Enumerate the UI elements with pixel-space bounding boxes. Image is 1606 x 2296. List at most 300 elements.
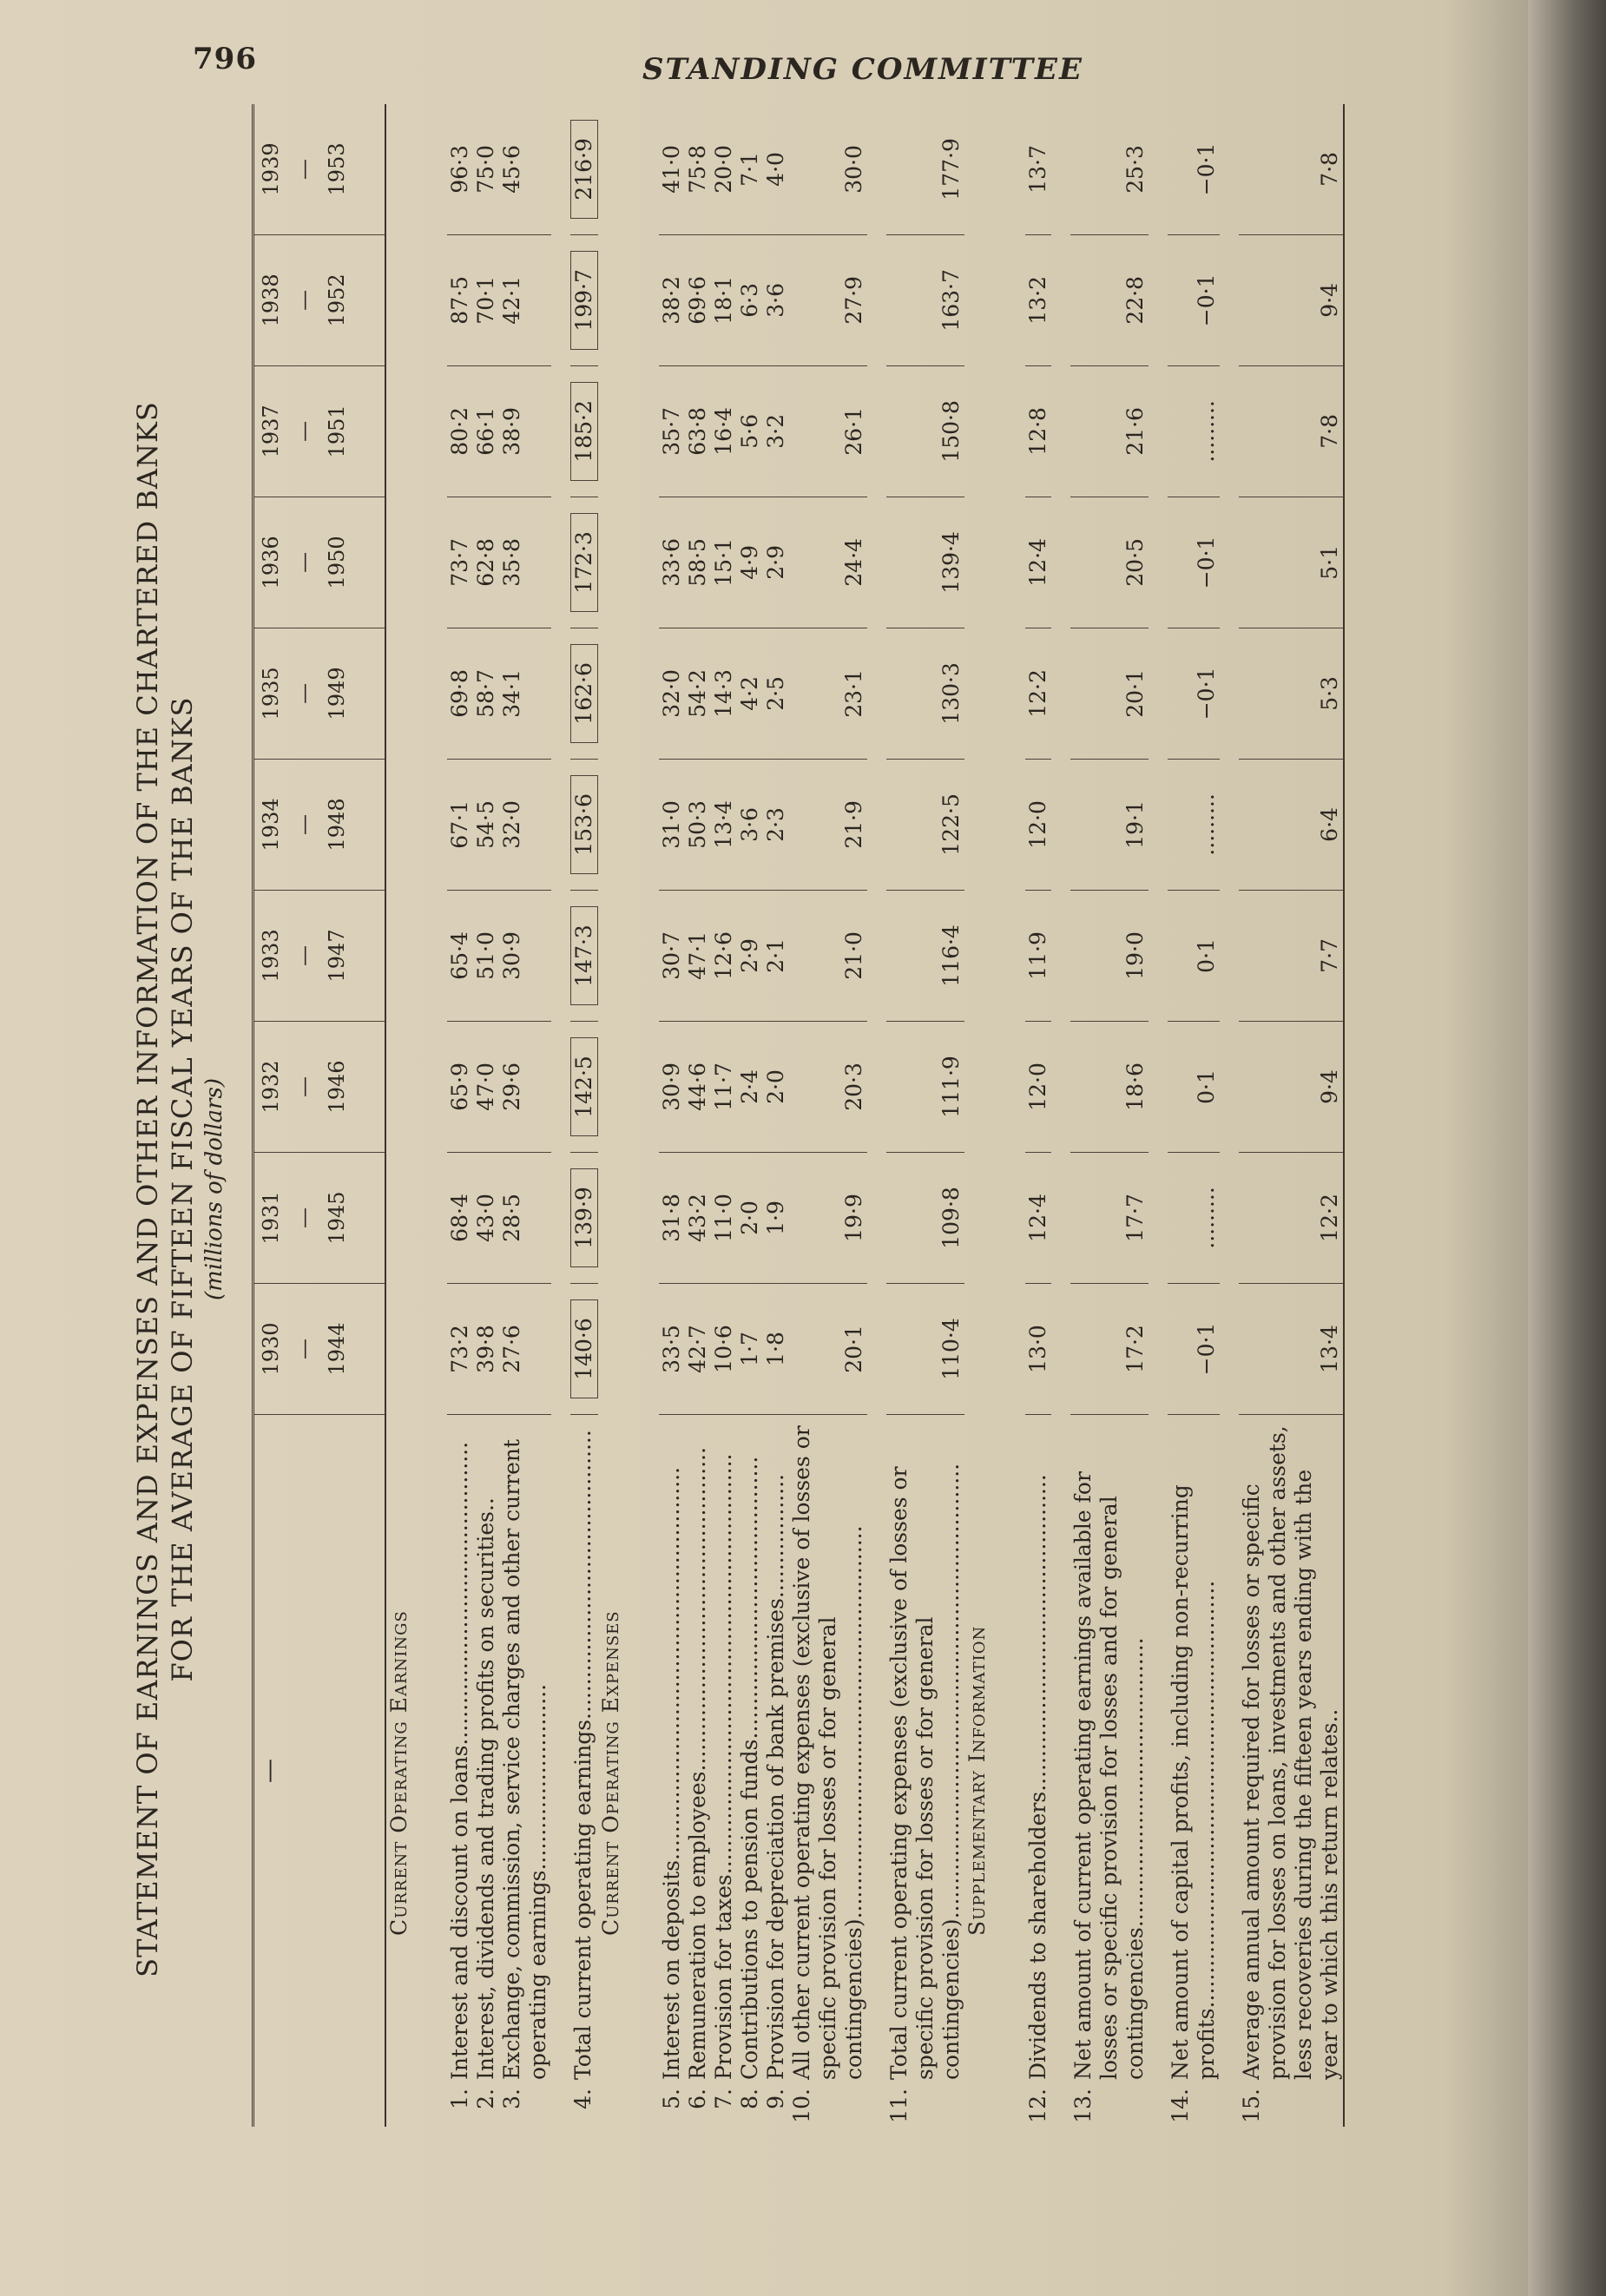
cell-value: 110·4 [938, 1318, 964, 1380]
cell-value: 25·3 [1122, 145, 1148, 194]
cell-value: 67·1 [447, 800, 472, 849]
row-label [737, 1415, 763, 2128]
cell-value: 12·2 [1025, 669, 1050, 718]
cell-value: 35·7 [659, 407, 684, 456]
cell-value: 12·0 [1025, 1062, 1050, 1111]
cell-value: 162·6 [570, 644, 598, 743]
cell-value: 1·9 [763, 1201, 788, 1235]
cell-value: 111·9 [938, 1056, 964, 1118]
value-cell [447, 1152, 473, 1283]
value-cell [447, 497, 473, 628]
value-cell [473, 1152, 499, 1283]
value-cell [789, 759, 867, 890]
cell-value: 18·6 [1122, 1062, 1148, 1111]
cell-value: 70·1 [473, 276, 498, 325]
value-cell [886, 759, 964, 890]
section-supplementary-heading: Supplementary Information [964, 1625, 990, 1936]
cell-value: 19·9 [841, 1194, 866, 1242]
cell-value: 116·4 [938, 924, 964, 987]
period-header: 1930 — 1944 [253, 1283, 386, 1414]
cell-value: 13·0 [1025, 1325, 1050, 1373]
value-cell [685, 1152, 711, 1283]
value-cell [763, 104, 789, 234]
cell-value: 12·6 [711, 931, 736, 980]
cell-value: 21·9 [841, 800, 866, 849]
row-number: 2. [473, 2089, 498, 2109]
value-cell [570, 365, 598, 497]
value-cell [886, 497, 964, 628]
cell-value: 147·3 [570, 906, 598, 1005]
cell-value: 44·6 [685, 1062, 710, 1111]
value-cell [711, 234, 737, 365]
table-row [737, 104, 763, 2127]
units-subtitle: (millions of dollars) [201, 1078, 227, 1300]
running-head: STANDING COMMITTEE [642, 52, 1083, 87]
cell-value: 24·4 [841, 538, 866, 587]
value-cell [737, 234, 763, 365]
row-label-text: Average annual amount required for losses or specific provision for losses on loans, investments and other assets, less recoveries during the fifteen years ending with the year to which this return relates.. [1239, 1425, 1342, 2080]
value-cell [711, 365, 737, 497]
cell-value: 19·0 [1122, 931, 1148, 980]
value-cell [789, 1152, 867, 1283]
cell-value: 39·8 [473, 1325, 498, 1373]
value-cell [570, 890, 598, 1021]
cell-value: 4·9 [737, 545, 762, 580]
row-number: 11. [886, 2089, 912, 2123]
value-cell [1168, 759, 1220, 890]
value-cell [499, 365, 551, 497]
value-cell [763, 890, 789, 1021]
cell-value: 109·8 [938, 1187, 964, 1249]
cell-value: 87·5 [447, 276, 472, 325]
cell-value: 63·8 [685, 407, 710, 456]
value-cell [886, 365, 964, 497]
value-cell [499, 759, 551, 890]
value-cell [570, 628, 598, 759]
value-cell [473, 1021, 499, 1152]
value-cell [737, 628, 763, 759]
cell-value: 15·1 [711, 538, 736, 587]
row-number: 3. [499, 2089, 524, 2109]
row-label-text: Interest, dividends and trading profits on securities.. [473, 1497, 498, 2080]
value-cell [570, 104, 598, 234]
value-cell [447, 890, 473, 1021]
section-expenses-heading: Current Operating Expenses [598, 1610, 623, 1936]
cell-value: 32·0 [659, 669, 684, 718]
cell-value: 54·5 [473, 800, 498, 849]
value-cell [763, 365, 789, 497]
value-cell [659, 1021, 685, 1152]
value-cell [659, 1283, 685, 1414]
cell-value: 96·3 [447, 145, 472, 194]
value-cell [711, 497, 737, 628]
value-cell [1070, 890, 1149, 1021]
value-cell [789, 365, 867, 497]
header-row [253, 104, 386, 2127]
value-cell [1025, 890, 1051, 1021]
earnings-table [252, 104, 1345, 2127]
statement-title [130, 234, 200, 2144]
cell-value: 45·6 [499, 145, 524, 194]
cell-value: 11·0 [711, 1194, 736, 1242]
cell-value: 27·6 [499, 1325, 524, 1373]
value-cell [499, 497, 551, 628]
cell-value: 28·5 [499, 1194, 524, 1242]
cell-value: 26·1 [841, 407, 866, 456]
row-number: 5. [659, 2089, 684, 2109]
rotated-statement [130, 104, 1467, 2144]
cell-value: −0·1 [1194, 667, 1219, 720]
cell-value: 58·7 [473, 669, 498, 718]
cell-value: 6·4 [1317, 807, 1342, 842]
row-label-text: Exchange, commission, service charges and other current operating earnings........................... [499, 1438, 550, 2080]
cell-value: 13·4 [711, 800, 736, 849]
section-header-row [598, 104, 659, 2127]
table-body [385, 104, 1344, 2127]
cell-value: −0·1 [1194, 273, 1219, 327]
cell-value: 41·0 [659, 145, 684, 194]
cell-value: 80·2 [447, 407, 472, 456]
value-cell [711, 1152, 737, 1283]
table-row [499, 104, 551, 2127]
cell-value: 38·2 [659, 276, 684, 325]
cell-value: 7·8 [1317, 152, 1342, 187]
value-cell [447, 365, 473, 497]
value-cell [763, 759, 789, 890]
value-cell [499, 1152, 551, 1283]
value-cell [447, 628, 473, 759]
cell-value: 54·2 [685, 669, 710, 718]
cell-value: 2·9 [763, 545, 788, 580]
value-cell [1168, 234, 1220, 365]
row-label-text: Interest and discount on loans............................................ [447, 1441, 472, 2080]
cell-value: 139·9 [570, 1168, 598, 1267]
value-cell [1239, 234, 1344, 365]
cell-value: −0·1 [1194, 536, 1219, 589]
value-cell [886, 1021, 964, 1152]
cell-value: 4·0 [763, 152, 788, 187]
value-cell [737, 890, 763, 1021]
table-row [1168, 104, 1220, 2127]
cell-value: 68·4 [447, 1194, 472, 1242]
cell-value: 33·5 [659, 1325, 684, 1373]
value-cell [685, 759, 711, 890]
row-label [499, 1415, 551, 2128]
value-cell [789, 104, 867, 234]
title-line-1: STATEMENT OF EARNINGS AND EXPENSES AND OTHER INFORMATION OF THE CHARTERED BANKS [131, 401, 164, 1977]
value-cell [659, 628, 685, 759]
value-cell [473, 759, 499, 890]
stub-header: — [253, 1415, 386, 2128]
cell-value: 13·7 [1025, 145, 1050, 194]
value-cell [499, 1283, 551, 1414]
cell-value: 130·3 [938, 662, 964, 725]
cell-value: 1·8 [763, 1332, 788, 1366]
cell-value: 38·9 [499, 407, 524, 456]
cell-value: 43·2 [685, 1194, 710, 1242]
cell-value: 75·0 [473, 145, 498, 194]
row-label [763, 1415, 789, 2128]
value-cell [447, 1021, 473, 1152]
row-label-text: Contributions to pension funds......................................... [737, 1456, 762, 2080]
period-header: 1939 — 1953 [253, 104, 386, 234]
value-cell [499, 628, 551, 759]
row-label-text: Dividends to shareholders.............................................. [1025, 1474, 1050, 2080]
cell-value: 140·6 [570, 1299, 598, 1398]
row-label-text: Net amount of current operating earnings available for losses or specific provision for losses and for general contingencies.......................................... [1070, 1471, 1148, 2080]
value-cell [473, 234, 499, 365]
row-number: 9. [763, 2089, 788, 2109]
cell-value: 150·8 [938, 400, 964, 463]
value-cell [685, 890, 711, 1021]
table-row [763, 104, 789, 2127]
cell-value: 4·2 [737, 676, 762, 711]
cell-value: 43·0 [473, 1194, 498, 1242]
cell-value: 9·4 [1317, 1069, 1342, 1104]
cell-value: 30·9 [499, 931, 524, 980]
value-cell [570, 1152, 598, 1283]
cell-value: 20·1 [841, 1325, 866, 1373]
value-cell [659, 497, 685, 628]
value-cell [1239, 1152, 1344, 1283]
value-cell [659, 104, 685, 234]
row-label [659, 1415, 685, 2128]
value-cell [659, 759, 685, 890]
cell-value: 20·5 [1122, 538, 1148, 587]
value-cell [711, 1283, 737, 1414]
cell-value: 199·7 [570, 251, 598, 350]
cell-value: 31·0 [659, 800, 684, 849]
value-cell [737, 104, 763, 234]
cell-value: 69·6 [685, 276, 710, 325]
cell-value: 122·5 [938, 793, 964, 856]
value-cell [1070, 365, 1149, 497]
cell-value: 66·1 [473, 407, 498, 456]
table-row [659, 104, 685, 2127]
period-header: 1935 — 1949 [253, 628, 386, 759]
row-label [1070, 1415, 1149, 2128]
period-header: 1932 — 1946 [253, 1021, 386, 1152]
value-cell [763, 1283, 789, 1414]
row-label-text: Net amount of capital profits, including non-recurring profits.............................................................. [1168, 1484, 1219, 2080]
cell-value: 47·0 [473, 1062, 498, 1111]
value-cell [499, 104, 551, 234]
cell-value: 12·2 [1317, 1194, 1342, 1242]
value-cell [1025, 365, 1051, 497]
cell-value: 20·1 [1122, 669, 1148, 718]
cell-value: 19·1 [1122, 800, 1148, 849]
cell-value: 14·3 [711, 669, 736, 718]
cell-value: ......... [1194, 1187, 1219, 1249]
value-cell [1025, 1021, 1051, 1152]
period-header: 1937 — 1951 [253, 365, 386, 497]
row-label-text: Interest on deposits......................................................... [659, 1466, 684, 2080]
value-cell [1025, 234, 1051, 365]
cell-value: 13·4 [1317, 1325, 1342, 1373]
row-number: 6. [685, 2089, 710, 2109]
row-label-text: Total current operating expenses (exclusive of losses or specific provision for losses or for general contingencies).................................................................. [886, 1463, 964, 2080]
value-cell [789, 890, 867, 1021]
cell-value: 177·9 [938, 138, 964, 201]
cell-value: 163·7 [938, 269, 964, 332]
cell-value: 33·6 [659, 538, 684, 587]
value-cell [685, 234, 711, 365]
value-cell [685, 104, 711, 234]
cell-value: 73·2 [447, 1325, 472, 1373]
value-cell [1025, 104, 1051, 234]
cell-value: 30·7 [659, 931, 684, 980]
row-label [1239, 1415, 1344, 2128]
book-spine-shadow [1528, 0, 1606, 2296]
value-cell [1239, 365, 1344, 497]
value-cell [711, 890, 737, 1021]
table-row [789, 104, 867, 2127]
value-cell [659, 234, 685, 365]
cell-value: 139·4 [938, 531, 964, 594]
value-cell [1239, 890, 1344, 1021]
cell-value: 31·8 [659, 1194, 684, 1242]
period-header: 1931 — 1945 [253, 1152, 386, 1283]
cell-value: 30·0 [841, 145, 866, 194]
cell-value: 58·5 [685, 538, 710, 587]
cell-value: 3·2 [763, 414, 788, 449]
value-cell [1239, 497, 1344, 628]
value-cell [447, 234, 473, 365]
table-row [1025, 104, 1051, 2127]
cell-value: 5·6 [737, 414, 762, 449]
value-cell [886, 628, 964, 759]
value-cell [570, 234, 598, 365]
cell-value: 6·3 [737, 282, 762, 318]
cell-value: 50·3 [685, 800, 710, 849]
cell-value: 75·8 [685, 145, 710, 194]
value-cell [1070, 628, 1149, 759]
cell-value: 18·1 [711, 276, 736, 325]
value-cell [711, 1021, 737, 1152]
value-cell [473, 890, 499, 1021]
table-row [1070, 104, 1149, 2127]
section-earnings-heading: Current Operating Earnings [386, 1610, 411, 1936]
value-cell [763, 1152, 789, 1283]
row-number: 15. [1239, 2089, 1264, 2123]
value-cell [711, 104, 737, 234]
cell-value: 12·4 [1025, 538, 1050, 587]
cell-value: 7·1 [737, 152, 762, 187]
row-label-text: Provision for depreciation of bank premises.................. [763, 1474, 788, 2080]
cell-value: 20·3 [841, 1062, 866, 1111]
value-cell [1025, 759, 1051, 890]
row-label-text: Total current operating earnings.......................................... [570, 1430, 596, 2080]
value-cell [1239, 628, 1344, 759]
cell-value: 65·4 [447, 931, 472, 980]
cell-value: 11·9 [1025, 931, 1050, 980]
table-row [473, 104, 499, 2127]
cell-value: 2·5 [763, 676, 788, 711]
cell-value: 10·6 [711, 1325, 736, 1373]
value-cell [1168, 628, 1220, 759]
value-cell [711, 628, 737, 759]
cell-value: 65·9 [447, 1062, 472, 1111]
value-cell [1168, 1152, 1220, 1283]
cell-value: 185·2 [570, 382, 598, 481]
value-cell [685, 497, 711, 628]
value-cell [1168, 497, 1220, 628]
title-line-2: FOR THE AVERAGE OF FIFTEEN FISCAL YEARS OF THE BANKS [166, 696, 199, 1682]
value-cell [1025, 1152, 1051, 1283]
row-label [447, 1415, 473, 2128]
cell-value: 12·0 [1025, 800, 1050, 849]
value-cell [685, 365, 711, 497]
section-header-row [385, 104, 447, 2127]
cell-value: 3·6 [737, 807, 762, 842]
value-cell [447, 104, 473, 234]
value-cell [1070, 1283, 1149, 1414]
cell-value: 216·9 [570, 120, 598, 219]
table-row [886, 104, 964, 2127]
row-number: 10. [789, 2089, 814, 2123]
cell-value: 2·4 [737, 1069, 762, 1104]
cell-value: 2·3 [763, 807, 788, 842]
value-cell [473, 497, 499, 628]
cell-value: 172·3 [570, 513, 598, 612]
value-cell [1070, 759, 1149, 890]
value-cell [1025, 1283, 1051, 1414]
row-number: 12. [1025, 2089, 1050, 2123]
cell-value: 2·0 [737, 1201, 762, 1235]
cell-value: 13·2 [1025, 276, 1050, 325]
row-label [1168, 1415, 1220, 2128]
cell-value: 2·0 [763, 1069, 788, 1104]
value-cell [473, 104, 499, 234]
cell-value: 42·7 [685, 1325, 710, 1373]
cell-value: 21·0 [841, 931, 866, 980]
value-cell [886, 234, 964, 365]
row-number: 4. [570, 2089, 596, 2109]
value-cell [499, 234, 551, 365]
cell-value: 32·0 [499, 800, 524, 849]
row-label [789, 1415, 867, 2128]
table-row [447, 104, 473, 2127]
cell-value: 42·1 [499, 276, 524, 325]
row-label [570, 1415, 598, 2128]
value-cell [886, 104, 964, 234]
value-cell [737, 1021, 763, 1152]
period-header: 1934 — 1948 [253, 759, 386, 890]
cell-value: 0·1 [1194, 938, 1219, 973]
cell-value: 7·8 [1317, 414, 1342, 449]
cell-value: 11·7 [711, 1062, 736, 1111]
row-number: 1. [447, 2089, 472, 2109]
cell-value: 22·8 [1122, 276, 1148, 325]
value-cell [1168, 890, 1220, 1021]
cell-value: −0·1 [1194, 142, 1219, 196]
cell-value: 142·5 [570, 1037, 598, 1136]
value-cell [1070, 234, 1149, 365]
row-label [711, 1415, 737, 2128]
value-cell [1168, 1283, 1220, 1414]
value-cell [1070, 1021, 1149, 1152]
cell-value: 1·7 [737, 1332, 762, 1366]
cell-value: 5·3 [1317, 676, 1342, 711]
cell-value: 34·1 [499, 669, 524, 718]
value-cell [737, 1283, 763, 1414]
value-cell [763, 234, 789, 365]
table-row [570, 104, 598, 2127]
table-row [711, 104, 737, 2127]
value-cell [1239, 1283, 1344, 1414]
value-cell [737, 497, 763, 628]
value-cell [737, 759, 763, 890]
